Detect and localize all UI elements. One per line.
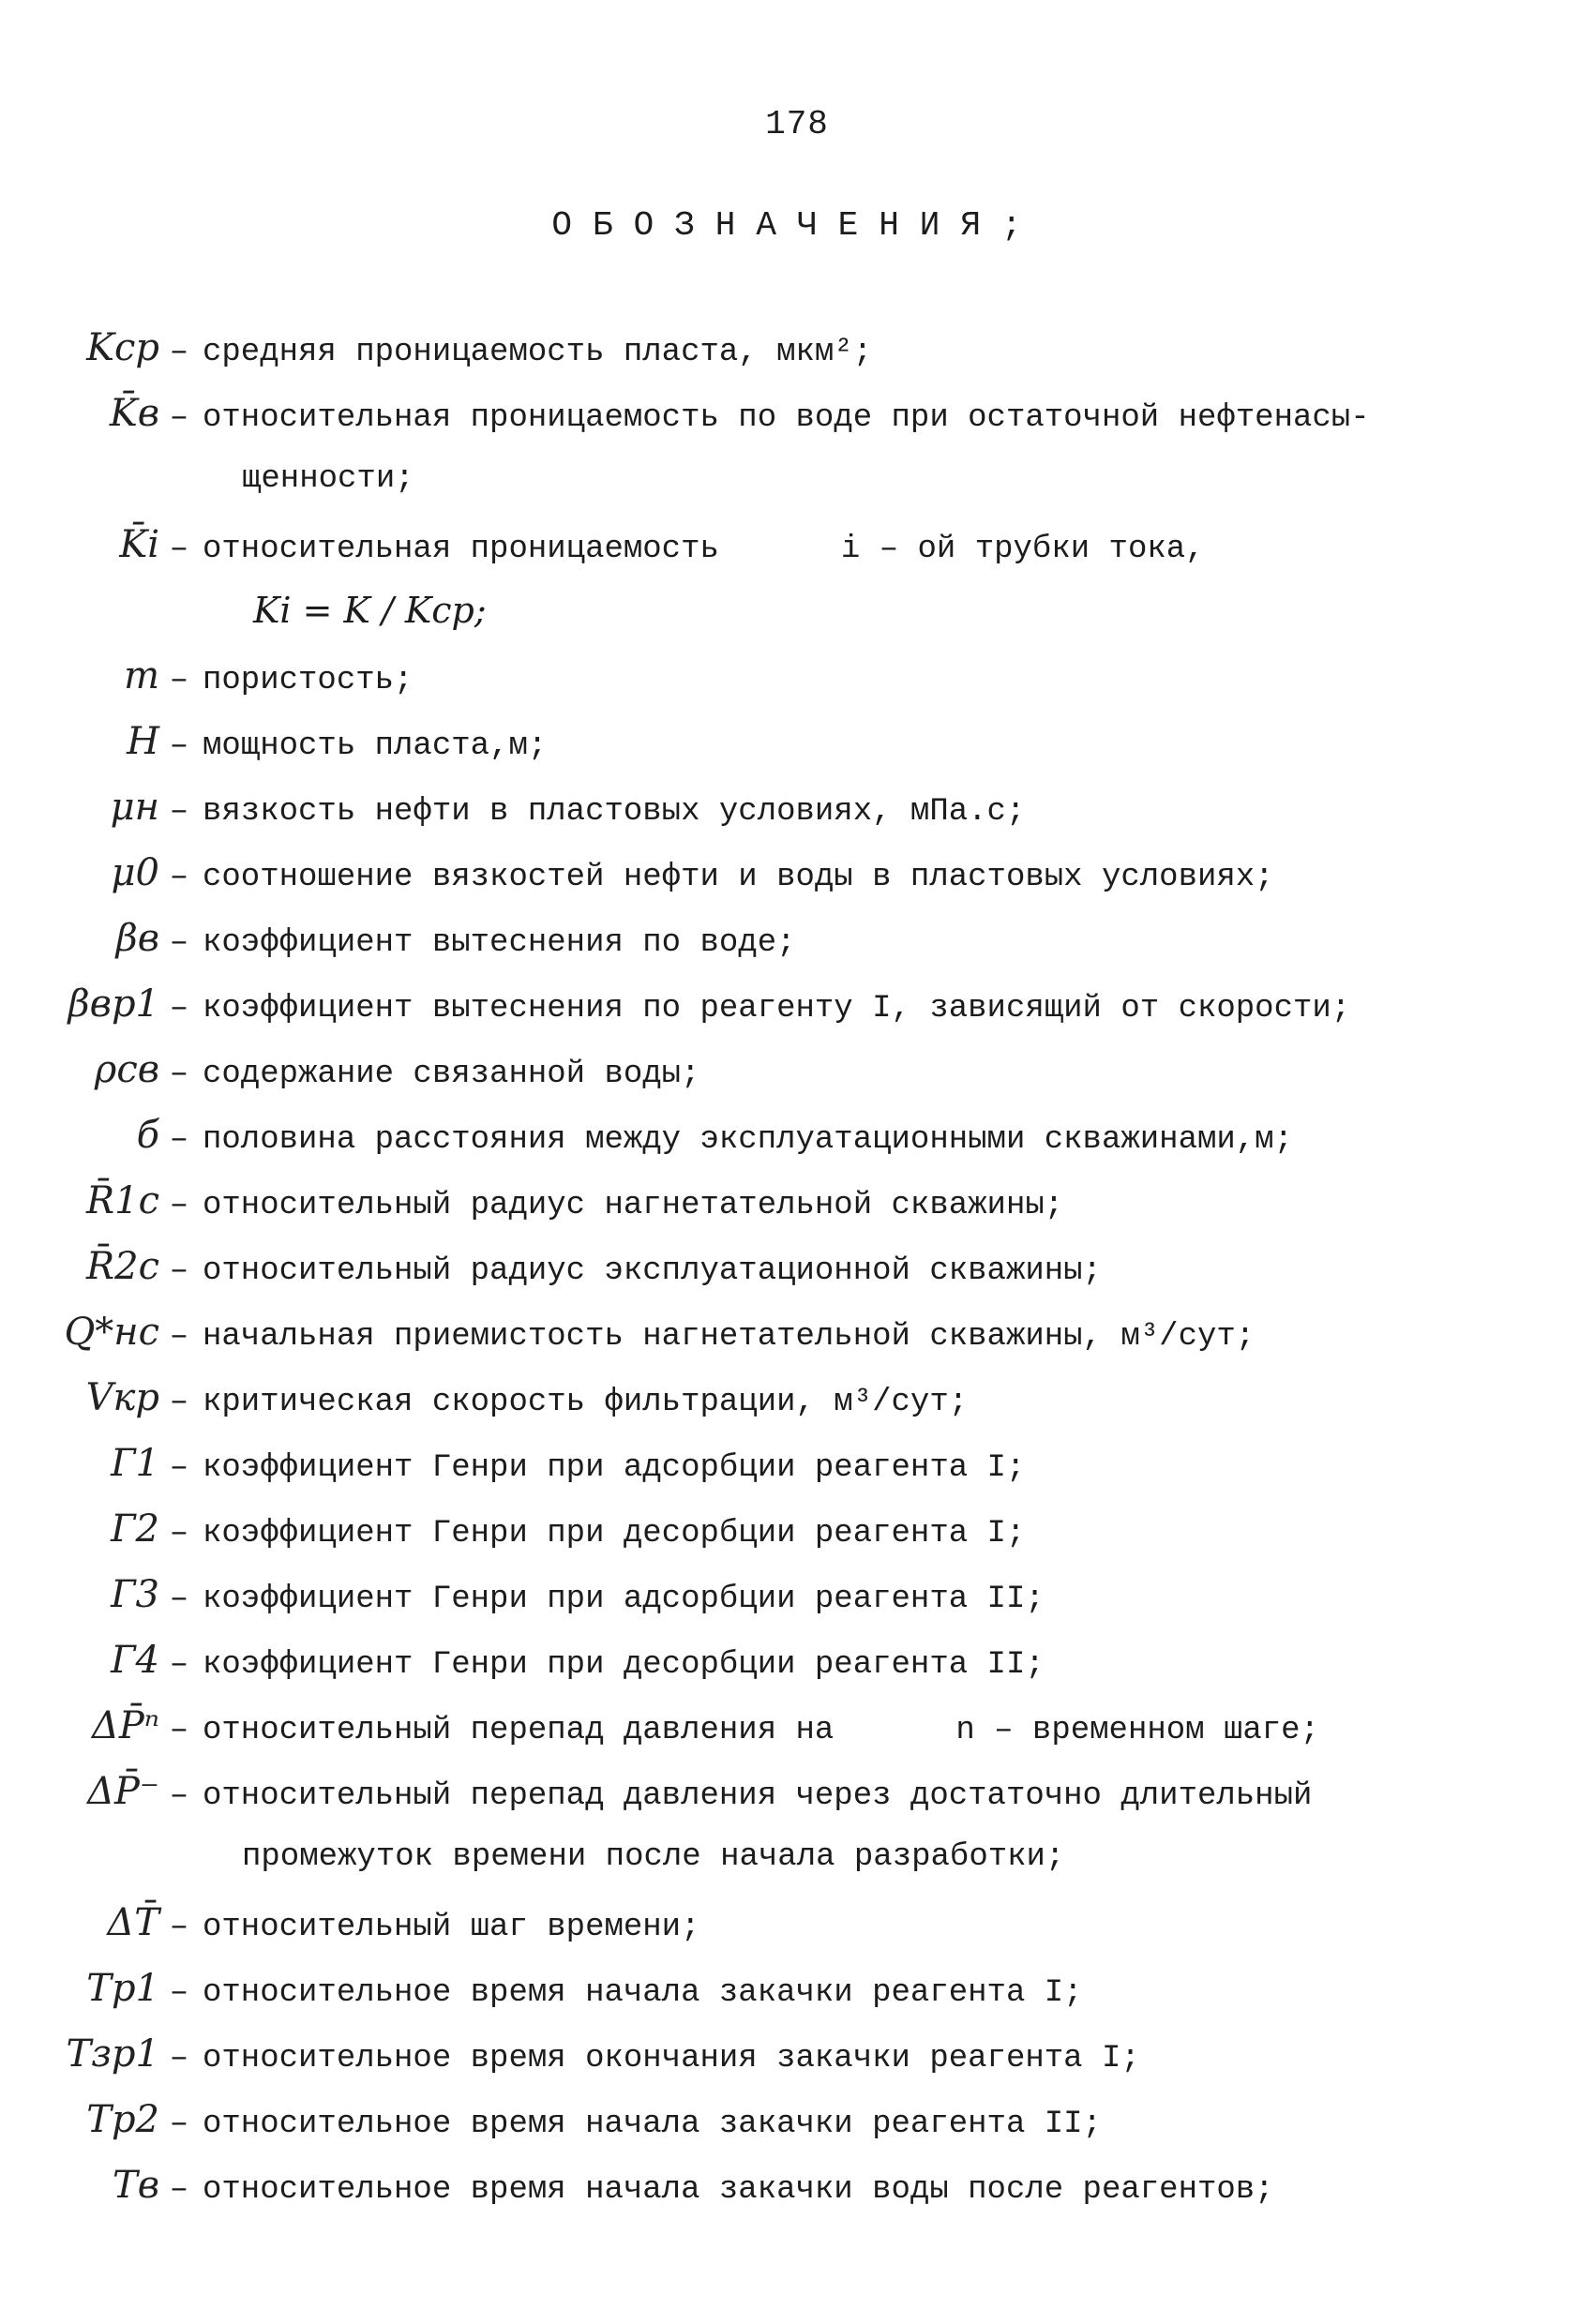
notation-description: относительный радиус нагнетательной скважины; bbox=[203, 1188, 1064, 1223]
notation-symbol: μн bbox=[110, 786, 159, 829]
notation-description: критическая скорость фильтрации, м³/сут; bbox=[203, 1385, 969, 1420]
notation-description bbox=[193, 517, 1205, 582]
notation-symbol: Q*нс bbox=[64, 1311, 159, 1354]
notation-entry bbox=[0, 2152, 1594, 2218]
notation-description: мощность пласта,м; bbox=[203, 728, 548, 764]
notation-symbol: H bbox=[127, 720, 159, 763]
notation-description: коэффициент вытеснения по воде; bbox=[203, 925, 796, 961]
notation-symbol: K̄в bbox=[109, 392, 159, 435]
notation-dash: – bbox=[169, 1385, 189, 1420]
notation-description: половина расстояния между эксплуатационными скважинами,м; bbox=[203, 1122, 1293, 1158]
notation-symbol: m bbox=[124, 654, 159, 697]
notation-dash: – bbox=[169, 1516, 189, 1552]
notation-dash: – bbox=[169, 1319, 189, 1355]
notation-dash: – bbox=[169, 1713, 189, 1748]
notation-description: средняя проницаемость пласта, мкм²; bbox=[203, 335, 873, 370]
notation-entry bbox=[0, 1956, 1594, 2021]
notation-description: коэффициент вытеснения по реагенту I, зависящий от скорости; bbox=[203, 991, 1351, 1027]
notation-description: относительный перепад давления через достаточно длительный bbox=[203, 1778, 1313, 1814]
notation-dash: – bbox=[169, 1057, 189, 1092]
notation-entry bbox=[0, 906, 1594, 971]
notation-symbol: Г3 bbox=[111, 1573, 159, 1616]
notation-description: коэффициент Генри при десорбции реагента I; bbox=[203, 1516, 1026, 1552]
notation-entry bbox=[0, 971, 1594, 1037]
notation-dash: – bbox=[169, 1253, 189, 1289]
page-number: 178 bbox=[765, 105, 829, 143]
notation-symbol: Г1 bbox=[111, 1442, 159, 1485]
notation-dash: – bbox=[169, 1188, 189, 1223]
notation-symbol: Г4 bbox=[111, 1639, 159, 1682]
notation-description: коэффициент Генри при адсорбции реагента I; bbox=[203, 1450, 1026, 1486]
notation-symbol: ΔT̄ bbox=[107, 1901, 159, 1944]
notation-entry bbox=[0, 2021, 1594, 2087]
notation-symbol: K̄i bbox=[119, 523, 159, 566]
notation-dash: – bbox=[169, 2172, 189, 2208]
notation-symbol: μ0 bbox=[111, 851, 159, 894]
notation-description: коэффициент Генри при десорбции реагента II; bbox=[203, 1647, 1045, 1683]
notation-symbol: Kср bbox=[86, 326, 159, 369]
notation-list bbox=[0, 315, 1594, 2218]
notation-description-continued: промежуток времени после начала разработки; bbox=[242, 1839, 1065, 1875]
notation-dash: – bbox=[169, 1975, 189, 2011]
notation-symbol: ΔP̄⁻ bbox=[87, 1770, 159, 1813]
notation-dash: – bbox=[169, 663, 189, 698]
notation-dash: – bbox=[169, 1450, 189, 1486]
notation-dash: – bbox=[169, 2041, 189, 2077]
notation-symbol: βв bbox=[115, 917, 159, 960]
notation-entry bbox=[0, 1102, 1594, 1168]
notation-symbol: R̄1с bbox=[86, 1179, 159, 1222]
notation-description-continued: щенности; bbox=[242, 461, 414, 497]
notation-description: пористость; bbox=[203, 663, 414, 698]
notation-entry bbox=[0, 381, 1594, 446]
notation-description-part: i – ой трубки тока, bbox=[840, 532, 1205, 567]
notation-description bbox=[193, 1698, 1319, 1763]
notation-entry bbox=[0, 643, 1594, 709]
page-title: ОБОЗНАЧЕНИЯ; bbox=[551, 206, 1043, 245]
notation-entry bbox=[0, 1037, 1594, 1102]
notation-dash: – bbox=[169, 1122, 189, 1158]
notation-entry bbox=[0, 774, 1594, 840]
notation-entry bbox=[0, 1890, 1594, 1956]
notation-entry bbox=[0, 2087, 1594, 2152]
notation-entry bbox=[0, 840, 1594, 906]
notation-symbol: Vкр bbox=[85, 1376, 159, 1419]
notation-entry bbox=[0, 1562, 1594, 1627]
notation-dash: – bbox=[169, 400, 189, 436]
notation-symbol: ΔP̄ⁿ bbox=[91, 1704, 159, 1747]
notation-symbol: Tв bbox=[113, 2164, 159, 2207]
notation-dash: – bbox=[169, 728, 189, 764]
notation-description: относительное время начала закачки воды после реагентов; bbox=[203, 2172, 1274, 2208]
notation-formula: Ki = K / Kср; bbox=[253, 590, 487, 631]
notation-symbol: R̄2с bbox=[86, 1245, 159, 1288]
notation-description: относительное время окончания закачки реагента I; bbox=[203, 2041, 1140, 2077]
notation-description: вязкость нефти в пластовых условиях, мПа.с; bbox=[203, 794, 1026, 830]
notation-entry bbox=[0, 1496, 1594, 1562]
notation-dash: – bbox=[169, 1910, 189, 1945]
notation-dash: – bbox=[169, 860, 189, 895]
notation-entry bbox=[0, 1168, 1594, 1234]
notation-dash: – bbox=[169, 991, 189, 1027]
notation-symbol: βвр1 bbox=[68, 982, 159, 1026]
notation-description: начальная приемистость нагнетательной скважины, м³/сут; bbox=[203, 1319, 1256, 1355]
notation-dash: – bbox=[169, 1647, 189, 1683]
notation-description: относительное время начала закачки реагента I; bbox=[203, 1975, 1083, 2011]
notation-entry bbox=[0, 315, 1594, 381]
notation-dash: – bbox=[169, 2107, 189, 2142]
notation-dash: – bbox=[169, 532, 189, 567]
notation-dash: – bbox=[169, 1778, 189, 1814]
notation-dash: – bbox=[169, 1582, 189, 1617]
notation-dash: – bbox=[169, 925, 189, 961]
notation-symbol: Tр1 bbox=[86, 1967, 159, 2010]
notation-symbol: ρсв bbox=[94, 1048, 159, 1091]
notation-entry bbox=[0, 512, 1594, 577]
notation-entry bbox=[0, 1431, 1594, 1496]
notation-description: соотношение вязкостей нефти и воды в пластовых условиях; bbox=[203, 860, 1274, 895]
notation-symbol: Г2 bbox=[111, 1507, 159, 1551]
notation-symbol: Tзр1 bbox=[66, 2032, 159, 2076]
notation-entry bbox=[0, 1693, 1594, 1759]
notation-entry bbox=[0, 709, 1594, 774]
notation-entry bbox=[0, 1627, 1594, 1693]
notation-description: относительный шаг времени; bbox=[203, 1910, 700, 1945]
notation-dash: – bbox=[169, 335, 189, 370]
notation-dash: – bbox=[169, 794, 189, 830]
notation-entry bbox=[0, 1365, 1594, 1431]
notation-description-part: относительная проницаемость bbox=[203, 532, 719, 567]
notation-description: содержание связанной воды; bbox=[203, 1057, 700, 1092]
notation-description-part: n – временном шаге; bbox=[955, 1713, 1319, 1748]
notation-entry bbox=[0, 1234, 1594, 1299]
notation-description-part: относительный перепад давления на bbox=[203, 1713, 835, 1748]
notation-entry bbox=[0, 1299, 1594, 1365]
notation-description: относительный радиус эксплуатационной скважины; bbox=[203, 1253, 1102, 1289]
notation-entry bbox=[0, 1759, 1594, 1824]
notation-symbol: Tр2 bbox=[86, 2098, 159, 2141]
notation-symbol: б bbox=[136, 1114, 159, 1157]
notation-description: коэффициент Генри при адсорбции реагента II; bbox=[203, 1582, 1045, 1617]
notation-description: относительное время начала закачки реагента II; bbox=[203, 2107, 1102, 2142]
notation-description: относительная проницаемость по воде при остаточной нефтенасы- bbox=[203, 400, 1370, 436]
